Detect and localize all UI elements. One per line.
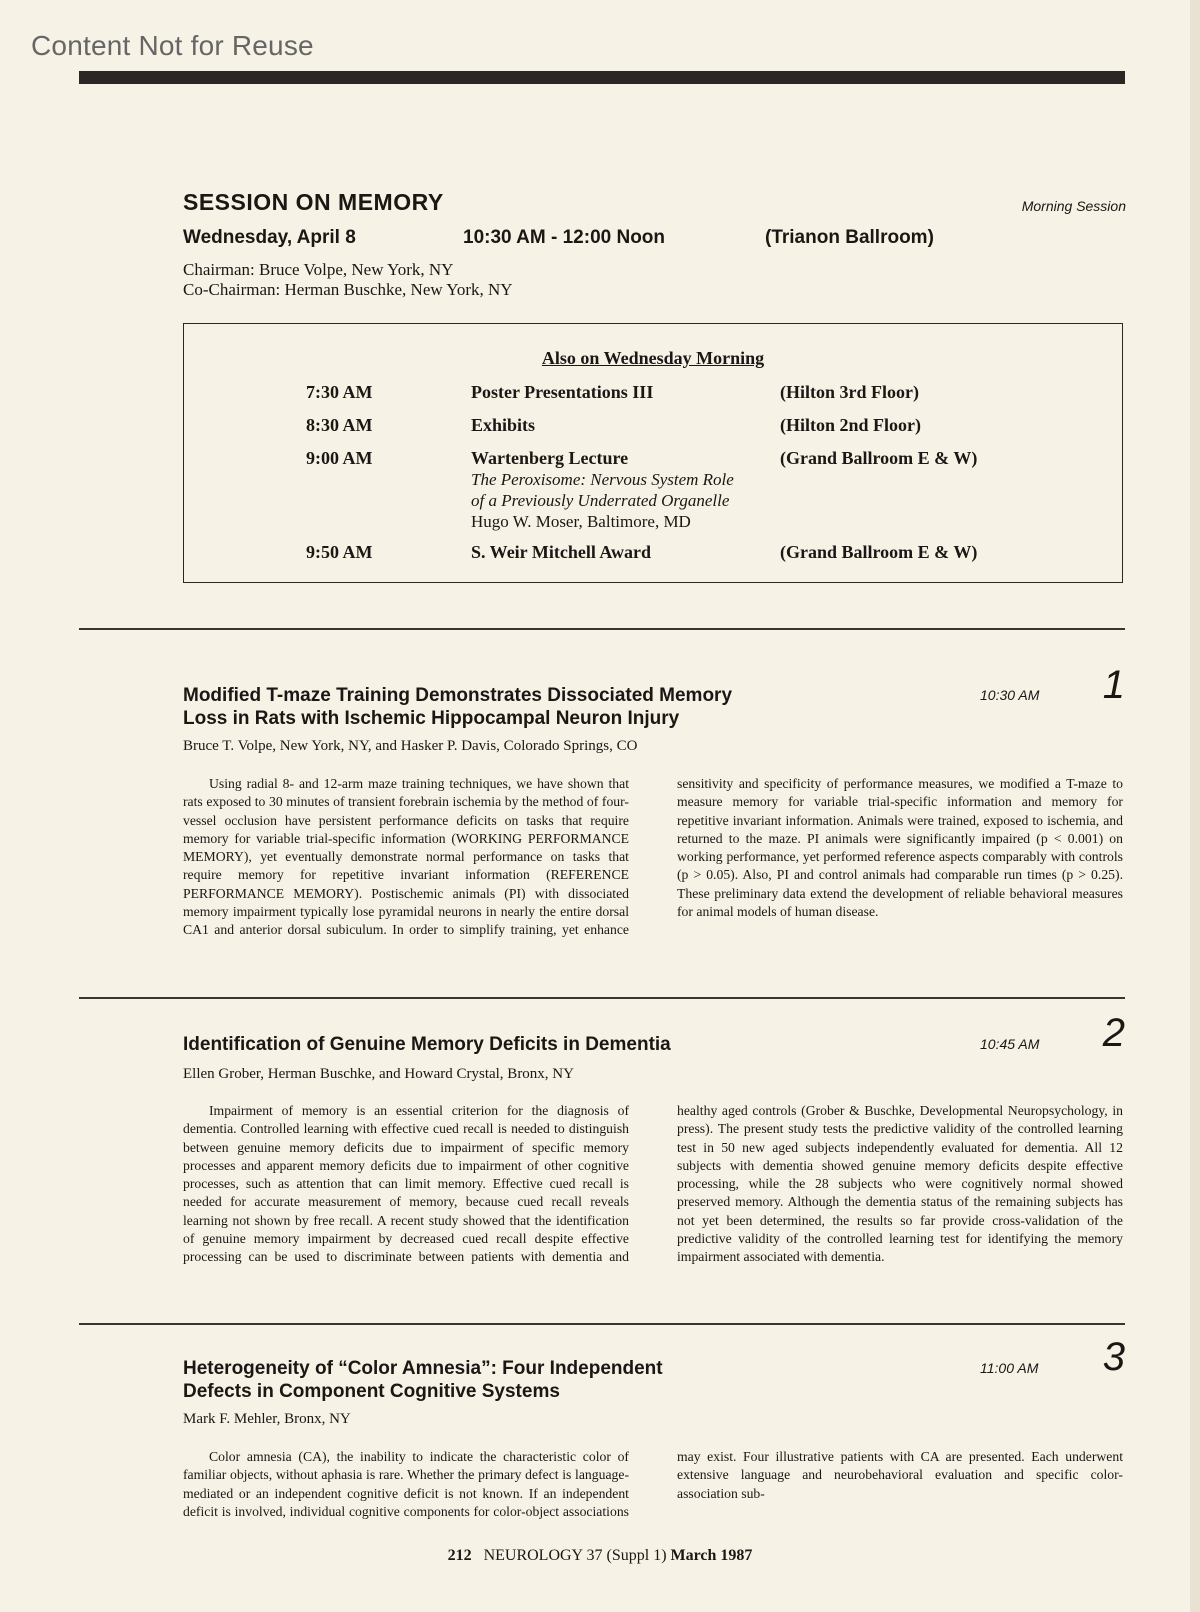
abstract-number: 1 [1102, 663, 1125, 707]
schedule-event: Poster Presentations III [471, 382, 654, 402]
lecture-speaker: Hugo W. Moser, Baltimore, MD [471, 512, 691, 531]
issue-date: March 1987 [670, 1547, 753, 1564]
schedule-location: (Grand Ballroom E & W) [780, 448, 978, 468]
abstract-time: 11:00 AM [980, 1360, 1039, 1376]
abstract-time: 10:30 AM [980, 687, 1040, 703]
abstract-number: 2 [1102, 1011, 1125, 1055]
session-cochairman: Co-Chairman: Herman Buschke, New York, NY [183, 280, 513, 299]
abstract-time: 10:45 AM [980, 1036, 1040, 1052]
abstract-body [183, 1448, 1123, 1521]
abstract-text: Color amnesia (CA), the inability to indicate the characteristic color of familiar objects, without aphasia is rare. Whether the primary defect is language-mediated or an independent cognitive deficit is not known. If an independent deficit is involved, individual cognitive components for color-object associations may exist. Four illustrative patients with CA are presented. Each underwent extensive language and neurobehavioral evaluation and specific color-association sub- [183, 1449, 1123, 1519]
abstract-title [183, 684, 903, 730]
abstract-number: 3 [1102, 1335, 1125, 1379]
session-title: SESSION ON MEMORY [183, 189, 444, 215]
schedule-event: Exhibits [471, 415, 536, 435]
abstract-authors: Mark F. Mehler, Bronx, NY [183, 1411, 351, 1427]
section-divider [79, 628, 1125, 630]
page-footer [0, 1547, 1200, 1565]
also-heading: Also on Wednesday Morning [541, 348, 765, 368]
abstract-text: Using radial 8- and 12-arm maze training techniques, we have shown that rats exposed to 30 minutes of transient forebrain ischemia by the method of four-vessel occlusion have persistent performance deficits on tasks that require memory for variable trial-specific information (WORKING PERFORMANCE MEMORY), yet eventually demonstrate normal performance on tasks that require memory for repetitive invariant information (REFERENCE PERFORMANCE MEMORY). Postischemic animals (PI) with dissociated memory impairment typically lose pyramidal neurons in nearly the entire dorsal CA1 and anterior dorsal subiculum. In order to simplify training, yet enhance sensitivity and specificity of performance measures, we modified a T-maze to measure memory for variable trial-specific information and memory for repetitive invariant information. Animals were trained, exposed to ischemia, and returned to the maze. PI animals were significantly impaired (p < 0.001) on working performance, yet performed reference aspects comparably with controls (p > 0.05). Also, PI and control animals had comparable run times (p > 0.25). These preliminary data extend the development of reliable behavioral measures for animal models of human disease. [183, 776, 1123, 938]
abstract-title [183, 1357, 903, 1403]
schedule-event: Wartenberg Lecture [471, 448, 629, 468]
lecture-subtitle: of a Previously Underrated Organelle [471, 491, 730, 510]
abstract-title-line: Modified T-maze Training Demonstrates Dissociated Memory [183, 685, 733, 706]
header-bar [79, 71, 1125, 84]
session-time: 10:30 AM - 12:00 Noon [463, 227, 666, 248]
schedule-time: 7:30 AM [306, 382, 373, 402]
also-on-box [183, 323, 1123, 583]
session-day: Wednesday, April 8 [183, 227, 356, 248]
page-number: 212 [447, 1547, 472, 1564]
schedule-time: 9:50 AM [306, 542, 373, 562]
abstract-body [183, 1102, 1123, 1267]
abstract-authors: Ellen Grober, Herman Buschke, and Howard Crystal, Bronx, NY [183, 1066, 574, 1082]
abstract-title [183, 1033, 903, 1056]
schedule-event: S. Weir Mitchell Award [471, 542, 651, 562]
schedule-time: 8:30 AM [306, 415, 373, 435]
abstract-body [183, 775, 1123, 940]
abstract-title-line: Heterogeneity of “Color Amnesia”: Four Independent [183, 1358, 663, 1379]
session-chairman: Chairman: Bruce Volpe, New York, NY [183, 260, 454, 279]
section-divider [79, 1323, 1125, 1325]
section-divider [79, 997, 1125, 999]
abstract-title-line: Identification of Genuine Memory Deficits in Dementia [183, 1034, 671, 1055]
watermark: Content Not for Reuse [31, 30, 314, 61]
abstract-title-line: Defects in Component Cognitive Systems [183, 1381, 560, 1402]
page-edge [1190, 0, 1200, 1612]
session-label: Morning Session [1021, 198, 1126, 214]
journal-citation: NEUROLOGY 37 (Suppl 1) [483, 1547, 667, 1564]
schedule-location: (Hilton 3rd Floor) [780, 382, 919, 402]
session-room: (Trianon Ballroom) [765, 227, 934, 248]
abstract-text: Impairment of memory is an essential criterion for the diagnosis of dementia. Controlled learning with effective cued recall is needed to distinguish between genuine memory deficits due to impairment of specific memory processes and apparent memory deficits due to impairment of other cognitive processes, such as attention that can limit memory. Effective cued recall is needed for accurate measurement of memory, because cued recall reveals learning not shown by free recall. A recent study showed that the identification of genuine memory impairment by decreased cued recall despite effective processing can be used to discriminate between patients with dementia and healthy aged controls (Grober & Buschke, Developmental Neuropsychology, in press). The present study tests the predictive validity of the controlled learning test in 50 new aged subjects independently evaluated for dementia. All 12 subjects with dementia showed genuine memory deficits despite effective processing, while the 28 subjects who were cognitively normal showed preserved memory. Although the dementia status of the remaining subjects has not yet been determined, the results so far provide cross-validation of the predictive validity of the controlled learning test for identifying the memory impairment associated with dementia. [183, 1103, 1123, 1265]
schedule-time: 9:00 AM [306, 448, 373, 468]
abstract-title-line: Loss in Rats with Ischemic Hippocampal Neuron Injury [183, 708, 680, 729]
schedule-location: (Hilton 2nd Floor) [780, 415, 922, 435]
abstract-authors: Bruce T. Volpe, New York, NY, and Hasker P. Davis, Colorado Springs, CO [183, 738, 638, 754]
schedule-location: (Grand Ballroom E & W) [780, 542, 978, 562]
lecture-subtitle: The Peroxisome: Nervous System Role [471, 470, 734, 489]
